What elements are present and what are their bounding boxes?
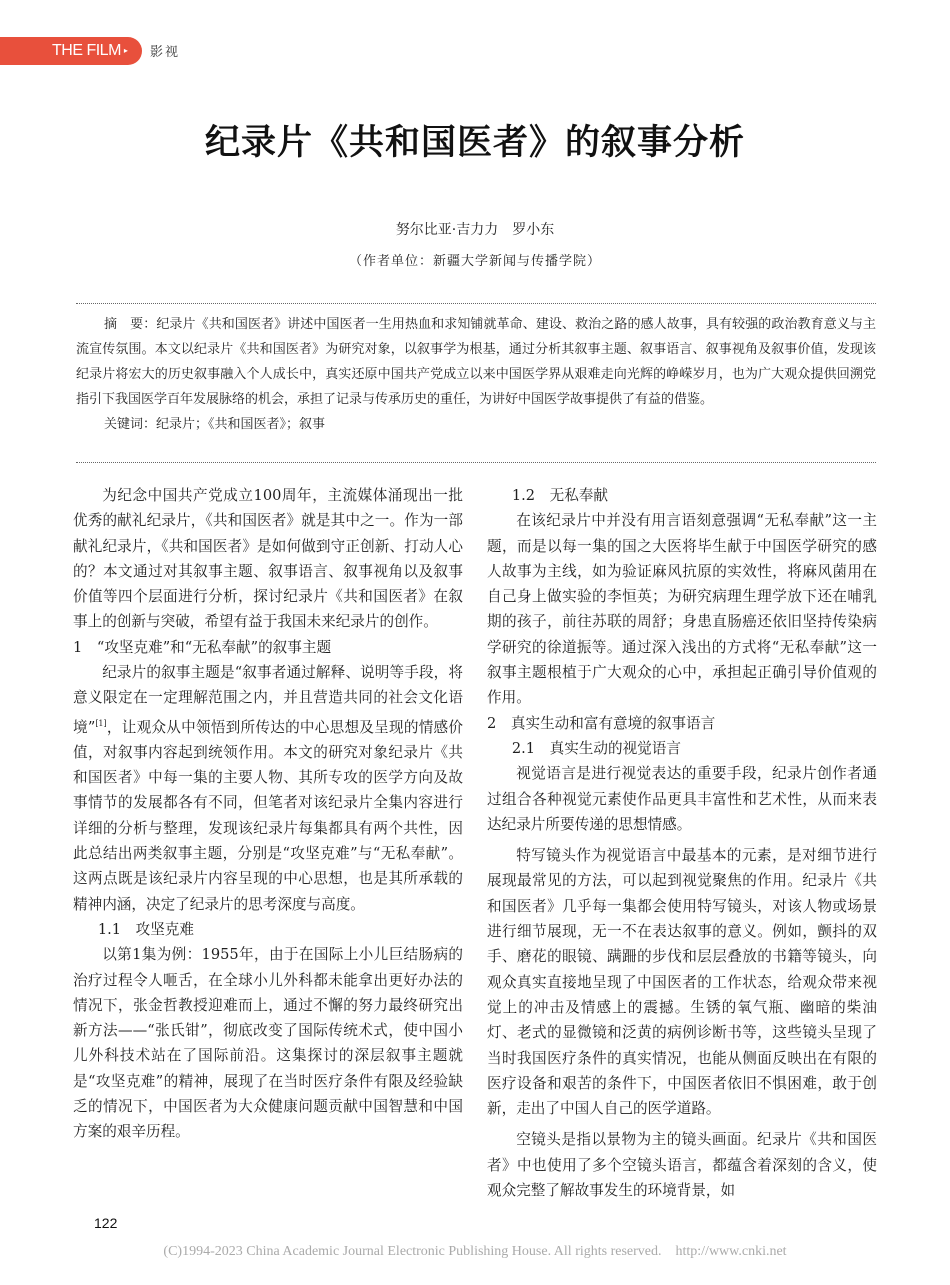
abstract-block xyxy=(76,312,876,437)
divider-top xyxy=(76,303,876,304)
subsection-heading-1-1: 1.1 攻坚克难 xyxy=(97,920,194,938)
subsection-heading-1-2: 1.2 无私奉献 xyxy=(511,487,608,504)
paragraph-theme xyxy=(73,660,463,917)
section-tag-cn: 影视 xyxy=(150,45,181,60)
keywords: 关键词：纪录片；《共和国医者》；叙事 xyxy=(104,417,326,432)
paragraph-empty-shot: 空镜头是指以景物为主的镜头画面。纪录片《共和国医者》中也使用了多个空镜头语言，都蕴含着深刻的含义，使观众完整了解故事发生的环境背景，如 xyxy=(487,1131,877,1200)
left-column xyxy=(73,483,463,1145)
section-tag xyxy=(0,37,142,65)
divider-bottom xyxy=(76,462,876,463)
abstract-text: 摘 要：纪录片《共和国医者》讲述中国医者一生用热血和求知铺就革命、建设、救治之路的感人故事，具有较强的政治教育意义与主流宣传氛围。本文以纪录片《共和国医者》为研究对象，以叙事学为根基，通过分析其叙事主题、叙事语言、叙事视角及叙事价值，发现该纪录片将宏大的历史叙事融入个人成长中，真实还原中国共产党成立以来中国医学界从艰难走向光辉的峥嵘岁月，也为广大观众提供回溯党指引下我国医学百年发展脉络的机会，承担了记录与传承历史的重任，为讲好中国医学故事提供了有益的借鉴。 xyxy=(76,317,876,407)
arrow-icon: ▸ xyxy=(123,46,128,55)
paragraph-episode1: 以第1集为例：1955年，由于在国际上小儿巨结肠病的治疗过程令人咂舌，在全球小儿外科都未能拿出更好办法的情况下，张金哲教授迎难而上，通过不懈的努力最终研究出新方法——“张氏钳”，彻底改变了国际传统术式，使中国小儿外科技术站在了国际前沿。这集探讨的深层叙事主题就是“攻坚克难”的精神，展现了在当时医疗条件有限及经验缺乏的情况下，中国医者为大众健康问题贡献中国智慧和中国方案的艰辛历程。 xyxy=(73,946,463,1141)
article-title: 纪录片《共和国医者》的叙事分析 xyxy=(204,123,745,163)
section-heading-1: 1 “攻坚克难”和“无私奉献”的叙事主题 xyxy=(73,638,332,656)
intro-paragraph: 为纪念中国共产党成立100周年，主流媒体涌现出一批优秀的献礼纪录片，《共和国医者》就是其中之一。作为一部献礼纪录片，《共和国医者》是如何做到守正创新、打动人心的？本文通过对其叙事主题、叙事语言、叙事视角以及叙事价值等四个层面进行分析，探讨纪录片《共和国医者》在叙事上的创新与突破，希望有益于我国未来纪录片的创作。 xyxy=(73,487,463,631)
paragraph-visual-language: 视觉语言是进行视觉表达的重要手段，纪录片创作者通过组合各种视觉元素使作品更具丰富性和艺术性，从而来表达纪录片所要传递的思想情感。 xyxy=(487,765,877,833)
subsection-heading-2-1: 2.1 真实生动的视觉语言 xyxy=(511,739,681,757)
citation-ref: [1] xyxy=(95,718,107,728)
paragraph-dedication: 在该纪录片中并没有用言语刻意强调“无私奉献”这一主题，而是以每一集的国之大医将毕生献于中国医学研究的感人故事为主线，如为验证麻风抗原的实效性，将麻风菌用在自己身上做实验的李恒英；为研究病理生理学放下还在哺乳期的孩子，前往苏联的周舒；身患直肠癌还依旧坚持传染病学研究的徐道振等。通过深入浅出的方式将“无私奉献”这一叙事主题根植于广大观众的心中，承担起正确引导价值观的作用。 xyxy=(487,512,877,707)
section-tag-label: THE FILM xyxy=(52,42,121,60)
paragraph-theme-b: ，让观众从中领悟到所传达的中心思想及呈现的情感价值，对叙事内容起到统领作用。本文的研究对象纪录片《共和国医者》中每一集的主要人物、其所专攻的医学方向及故事情节的发展都各有不同，但笔者对该纪录片全集内容进行详细的分析与整理，发现该纪录片每集都具有两个共性，因此总结出两类叙事主题，分别是“攻坚克难”与“无私奉献”。这两点既是该纪录片内容呈现的中心思想，也是其所承载的精神内涵，决定了纪录片的思考深度与高度。 xyxy=(73,718,463,913)
paragraph-theme-a: 纪录片的叙事主题是“叙事者通过解释、说明等手段，将意义限定在一定理解范围之内，并且营造共同的社会文化语境” xyxy=(73,664,463,736)
page-number: 122 xyxy=(94,1215,118,1231)
article-authors: 努尔比亚·吉力力 罗小东 xyxy=(395,222,555,238)
copyright-footer: (C)1994-2023 China Academic Journal Electronic Publishing House. All rights reserved. http://www.cnki.net xyxy=(163,1244,787,1259)
author-affiliation: （作者单位：新疆大学新闻与传播学院） xyxy=(348,254,601,269)
paragraph-closeup: 特写镜头作为视觉语言中最基本的元素，是对细节进行展现最常见的方法，可以起到视觉聚焦的作用。纪录片《共和国医者》几乎每一集都会使用特写镜头，对该人物或场景进行细节展现，无一不在表达叙事的意义。例如，颤抖的双手、磨花的眼镜、蹒跚的步伐和层层叠放的书籍等镜头，向观众真实直接地呈现了中国医者的工作状态，给观众带来视觉上的冲击及情感上的震撼。生锈的氧气瓶、幽暗的柴油灯、老式的显微镜和泛黄的病例诊断书等，这些镜头呈现了当时我国医疗条件的真实情况，也能从侧面反映出在有限的医疗设备和艰苦的条件下，中国医者依旧不惧困难，敢于创新，走出了中国人自己的医学道路。 xyxy=(487,847,877,1118)
right-column xyxy=(487,483,877,1203)
section-heading-2: 2 真实生动和富有意境的叙事语言 xyxy=(487,714,716,732)
